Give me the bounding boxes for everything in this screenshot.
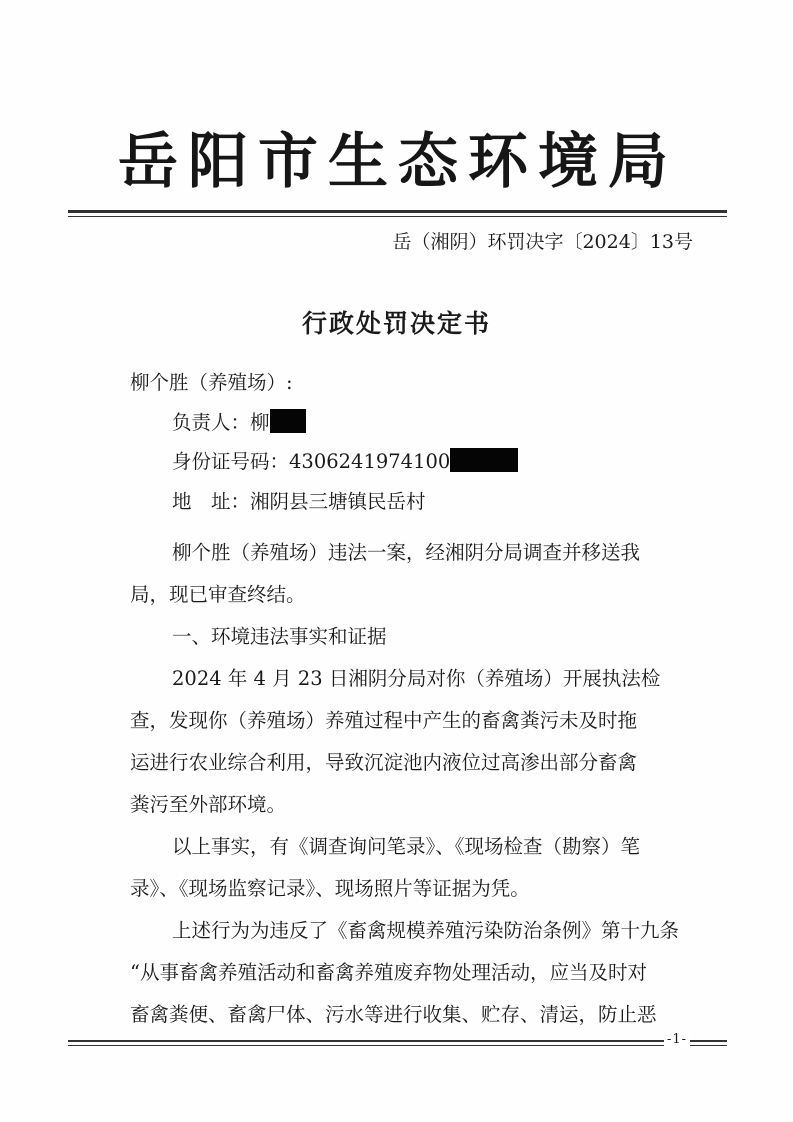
redaction-block xyxy=(450,448,518,472)
page-number: -1- xyxy=(664,1032,690,1047)
address-label: 地 址： xyxy=(172,490,251,513)
party-name: 柳个胜（养殖场）: xyxy=(130,371,293,394)
body-paragraph-line: “从事畜禽养殖活动和畜禽养殖废弃物处理活动，应当及时对 xyxy=(130,961,647,984)
id-line xyxy=(172,447,518,477)
redaction-block xyxy=(270,409,306,433)
body-paragraph-line: 录》、《现场监察记录》、现场照片等证据为凭。 xyxy=(130,877,530,900)
body-paragraph-line: 上述行为为违反了《畜禽规模养殖污染防治条例》第十九条 xyxy=(172,919,680,942)
body-paragraph-line: 粪污至外部环境。 xyxy=(130,793,287,816)
address-line xyxy=(172,487,426,517)
agency-header: 岳阳市生态环境局 xyxy=(118,127,678,197)
header-rule-thick xyxy=(68,210,727,213)
footer-rule-thin xyxy=(68,1045,727,1046)
document-number: 岳（湘阴）环罚决字〔2024〕13号 xyxy=(392,231,693,253)
body-paragraph-line: 运进行农业综合利用，导致沉淀池内液位过高渗出部分畜禽 xyxy=(130,751,638,774)
section-heading: 一、环境违法事实和证据 xyxy=(172,625,387,648)
header-rule-thin xyxy=(68,216,727,217)
footer-rule-thick xyxy=(68,1040,727,1042)
document-title: 行政处罚决定书 xyxy=(301,309,491,338)
body-paragraph-line: 2024 年 4 月 23 日湘阴分局对你（养殖场）开展执法检 xyxy=(172,667,661,690)
body-paragraph-line: 柳个胜（养殖场）违法一案，经湘阴分局调查并移送我 xyxy=(172,541,641,564)
body-paragraph-line: 以上事实，有《调查询问笔录》、《现场检查（勘察）笔 xyxy=(172,835,641,858)
body-paragraph-line: 局，现已审查终结。 xyxy=(130,583,306,606)
body-paragraph-line: 畜禽粪便、畜禽尸体、污水等进行收集、贮存、清运，防止恶 xyxy=(130,1003,657,1026)
id-label: 身份证号码： xyxy=(172,450,290,473)
manager-name: 柳 xyxy=(250,411,270,434)
address-value: 湘阴县三塘镇民岳村 xyxy=(250,490,426,513)
manager-label: 负责人： xyxy=(172,411,251,434)
body-paragraph-line: 查，发现你（养殖场）养殖过程中产生的畜禽粪污未及时拖 xyxy=(130,709,638,732)
id-number: 4306241974100 xyxy=(289,450,451,473)
manager-line xyxy=(172,408,306,438)
